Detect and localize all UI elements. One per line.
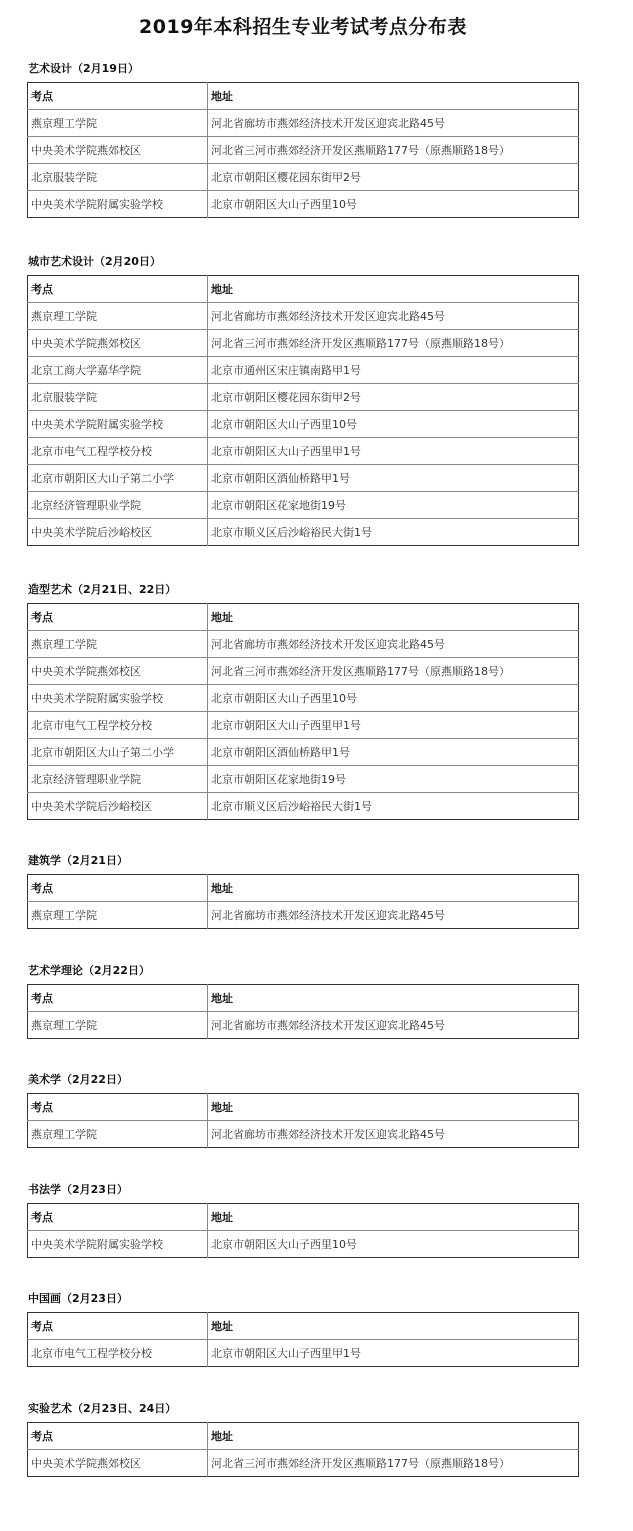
venue-column-header: 考点 — [31, 992, 53, 1005]
address-cell: 北京市朝阳区大山子西里10号 — [208, 191, 579, 218]
address-cell: 河北省三河市燕郊经济开发区燕顺路177号（原燕顺路18号） — [208, 658, 579, 685]
table-row — [28, 330, 579, 357]
venue-cell: 北京市朝阳区大山子第二小学 — [28, 739, 208, 766]
table-row — [28, 465, 579, 492]
section-heading: 建筑学（2月21日） — [28, 854, 128, 867]
section-heading: 城市艺术设计（2月20日） — [28, 255, 161, 268]
section-heading: 书法学（2月23日） — [28, 1183, 128, 1196]
venue-cell: 中央美术学院燕郊校区 — [28, 658, 208, 685]
venue-cell: 燕京理工学院 — [28, 303, 208, 330]
table-row — [28, 1340, 579, 1367]
table-row — [28, 1121, 579, 1148]
address-column-header: 地址 — [208, 276, 579, 303]
table-row — [28, 712, 579, 739]
table-row — [28, 110, 579, 137]
venue-column-header: 考点 — [31, 1430, 53, 1443]
venue-cell: 燕京理工学院 — [28, 110, 208, 137]
table-row — [28, 191, 579, 218]
section-heading: 美术学（2月22日） — [28, 1073, 128, 1086]
address-cell: 北京市朝阳区樱花园东街甲2号 — [208, 384, 579, 411]
address-column-header: 地址 — [208, 875, 579, 902]
section-architecture — [27, 850, 578, 929]
section-heading: 艺术设计（2月19日） — [28, 62, 139, 75]
address-cell: 北京市朝阳区酒仙桥路甲1号 — [208, 465, 579, 492]
venue-column-header: 考点 — [31, 1101, 53, 1114]
address-cell: 河北省廊坊市燕郊经济技术开发区迎宾北路45号 — [208, 902, 579, 929]
venue-cell: 中央美术学院附属实验学校 — [28, 411, 208, 438]
venue-table — [27, 82, 579, 218]
section-art-design — [27, 58, 578, 218]
venue-cell: 北京经济管理职业学院 — [28, 766, 208, 793]
venue-column-header: 考点 — [31, 283, 53, 296]
address-cell: 北京市朝阳区大山子西里10号 — [208, 411, 579, 438]
table-header-row — [28, 1313, 579, 1340]
table-row — [28, 411, 579, 438]
venue-cell: 中央美术学院燕郊校区 — [28, 137, 208, 164]
address-column-header: 地址 — [208, 1204, 579, 1231]
address-cell: 北京市顺义区后沙峪裕民大街1号 — [208, 793, 579, 820]
table-row — [28, 384, 579, 411]
table-row — [28, 902, 579, 929]
address-column-header: 地址 — [208, 985, 579, 1012]
table-row — [28, 631, 579, 658]
venue-column-header: 考点 — [31, 1320, 53, 1333]
venue-cell: 北京市朝阳区大山子第二小学 — [28, 465, 208, 492]
address-cell: 河北省廊坊市燕郊经济技术开发区迎宾北路45号 — [208, 110, 579, 137]
venue-table — [27, 603, 579, 820]
venue-cell: 北京市电气工程学校分校 — [28, 438, 208, 465]
address-cell: 北京市顺义区后沙峪裕民大街1号 — [208, 519, 579, 546]
table-row — [28, 357, 579, 384]
address-cell: 北京市通州区宋庄镇南路甲1号 — [208, 357, 579, 384]
table-row — [28, 137, 579, 164]
table-row — [28, 519, 579, 546]
venue-cell: 北京市电气工程学校分校 — [28, 1340, 208, 1367]
table-row — [28, 164, 579, 191]
section-heading: 造型艺术（2月21日、22日） — [28, 583, 177, 596]
venue-column-header: 考点 — [31, 611, 53, 624]
section-urban-art-design — [27, 251, 578, 546]
section-experimental-art — [27, 1398, 578, 1477]
venue-column-header: 考点 — [31, 90, 53, 103]
table-header-row — [28, 1204, 579, 1231]
table-header-row — [28, 83, 579, 110]
venue-cell: 中央美术学院后沙峪校区 — [28, 793, 208, 820]
venue-cell: 北京市电气工程学校分校 — [28, 712, 208, 739]
section-art-theory — [27, 960, 578, 1039]
section-fine-arts-studies — [27, 1069, 578, 1148]
table-header-row — [28, 604, 579, 631]
venue-cell: 中央美术学院附属实验学校 — [28, 1231, 208, 1258]
table-row — [28, 658, 579, 685]
address-cell: 北京市朝阳区花家地街19号 — [208, 492, 579, 519]
venue-cell: 燕京理工学院 — [28, 1012, 208, 1039]
table-row — [28, 739, 579, 766]
venue-table — [27, 1312, 579, 1367]
section-heading: 中国画（2月23日） — [28, 1292, 128, 1305]
address-column-header: 地址 — [208, 1094, 579, 1121]
venue-column-header: 考点 — [31, 882, 53, 895]
address-cell: 北京市朝阳区大山子西里10号 — [208, 1231, 579, 1258]
address-cell: 北京市朝阳区大山子西里10号 — [208, 685, 579, 712]
address-cell: 河北省廊坊市燕郊经济技术开发区迎宾北路45号 — [208, 303, 579, 330]
address-cell: 河北省三河市燕郊经济开发区燕顺路177号（原燕顺路18号） — [208, 137, 579, 164]
venue-cell: 北京工商大学嘉华学院 — [28, 357, 208, 384]
address-cell: 北京市朝阳区樱花园东街甲2号 — [208, 164, 579, 191]
venue-cell: 北京服装学院 — [28, 384, 208, 411]
address-column-header: 地址 — [208, 1423, 579, 1450]
address-column-header: 地址 — [208, 604, 579, 631]
page-title: 2019年本科招生专业考试考点分布表 — [139, 16, 467, 38]
venue-table — [27, 1422, 579, 1477]
venue-column-header: 考点 — [31, 1211, 53, 1224]
address-cell: 北京市朝阳区酒仙桥路甲1号 — [208, 739, 579, 766]
address-cell: 河北省三河市燕郊经济开发区燕顺路177号（原燕顺路18号） — [208, 1450, 579, 1477]
address-cell: 河北省廊坊市燕郊经济技术开发区迎宾北路45号 — [208, 631, 579, 658]
address-cell: 河北省廊坊市燕郊经济技术开发区迎宾北路45号 — [208, 1121, 579, 1148]
venue-cell: 中央美术学院附属实验学校 — [28, 191, 208, 218]
venue-cell: 燕京理工学院 — [28, 631, 208, 658]
venue-cell: 中央美术学院燕郊校区 — [28, 330, 208, 357]
table-row — [28, 492, 579, 519]
table-row — [28, 1450, 579, 1477]
venue-table — [27, 1203, 579, 1258]
venue-table — [27, 1093, 579, 1148]
table-row — [28, 1012, 579, 1039]
address-cell: 北京市朝阳区大山子西里甲1号 — [208, 1340, 579, 1367]
table-header-row — [28, 1423, 579, 1450]
venue-table — [27, 275, 579, 546]
table-header-row — [28, 276, 579, 303]
table-row — [28, 685, 579, 712]
section-fine-art — [27, 579, 578, 820]
address-column-header: 地址 — [208, 83, 579, 110]
venue-cell: 中央美术学院后沙峪校区 — [28, 519, 208, 546]
section-heading: 艺术学理论（2月22日） — [28, 964, 150, 977]
venue-table — [27, 874, 579, 929]
section-heading: 实验艺术（2月23日、24日） — [28, 1402, 177, 1415]
venue-cell: 北京服装学院 — [28, 164, 208, 191]
table-row — [28, 438, 579, 465]
address-cell: 河北省三河市燕郊经济开发区燕顺路177号（原燕顺路18号） — [208, 330, 579, 357]
address-cell: 河北省廊坊市燕郊经济技术开发区迎宾北路45号 — [208, 1012, 579, 1039]
venue-cell: 燕京理工学院 — [28, 1121, 208, 1148]
section-calligraphy — [27, 1179, 578, 1258]
venue-table — [27, 984, 579, 1039]
address-cell: 北京市朝阳区花家地街19号 — [208, 766, 579, 793]
table-header-row — [28, 875, 579, 902]
table-row — [28, 793, 579, 820]
address-cell: 北京市朝阳区大山子西里甲1号 — [208, 712, 579, 739]
venue-cell: 北京经济管理职业学院 — [28, 492, 208, 519]
table-header-row — [28, 985, 579, 1012]
venue-cell: 中央美术学院燕郊校区 — [28, 1450, 208, 1477]
table-header-row — [28, 1094, 579, 1121]
section-chinese-painting — [27, 1288, 578, 1367]
venue-cell: 燕京理工学院 — [28, 902, 208, 929]
table-row — [28, 766, 579, 793]
table-row — [28, 303, 579, 330]
address-cell: 北京市朝阳区大山子西里甲1号 — [208, 438, 579, 465]
address-column-header: 地址 — [208, 1313, 579, 1340]
table-row — [28, 1231, 579, 1258]
venue-cell: 中央美术学院附属实验学校 — [28, 685, 208, 712]
